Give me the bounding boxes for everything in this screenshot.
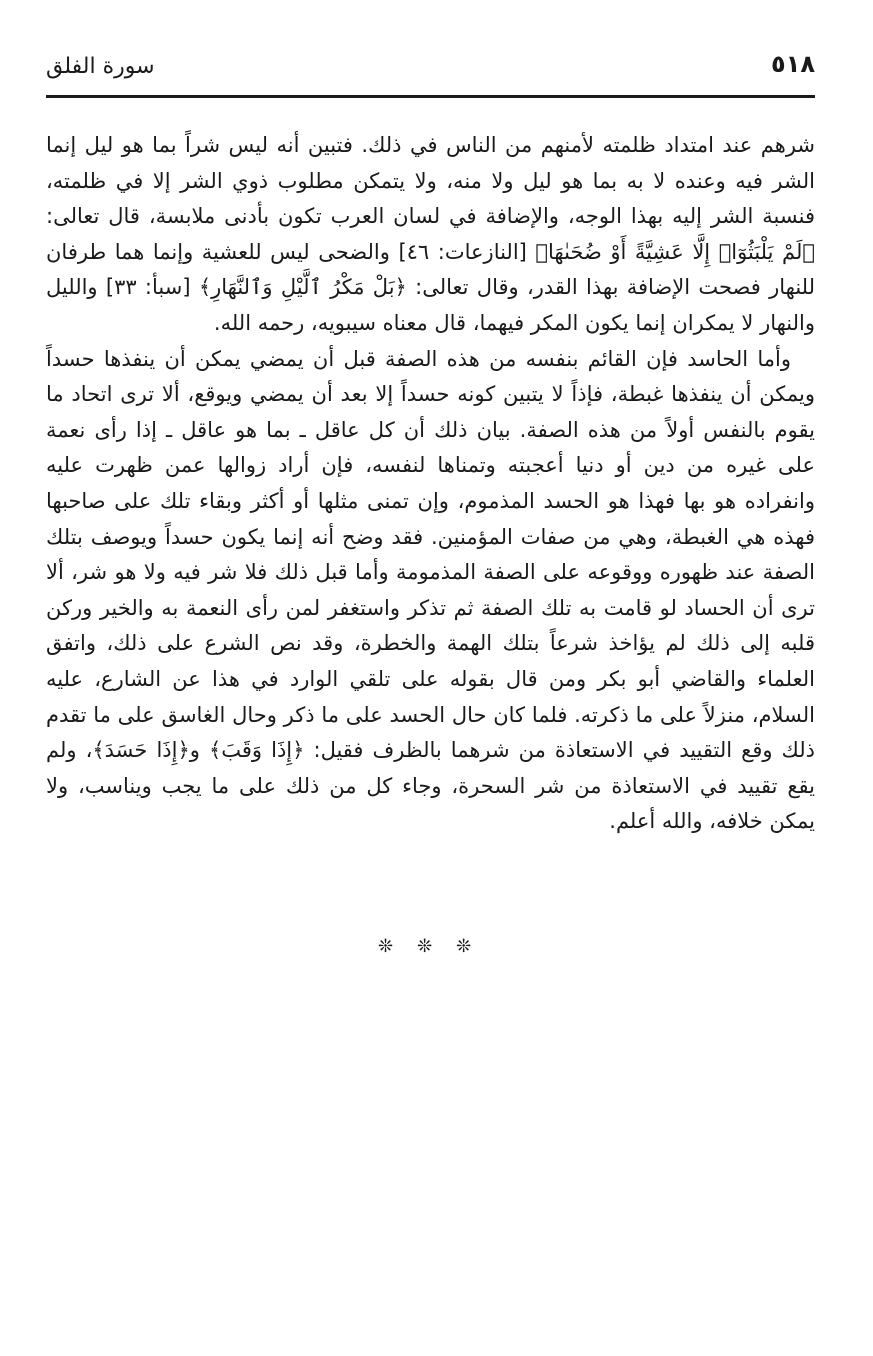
header-divider bbox=[46, 95, 815, 98]
separator-star-icon: ❊ bbox=[456, 936, 496, 957]
running-title: سورة الفلق bbox=[46, 54, 155, 79]
page-header bbox=[46, 50, 815, 92]
body-text bbox=[46, 128, 815, 840]
paragraph-2: وأما الحاسد فإن القائم بنفسه من هذه الصفة قبل أن يمضي يمكن أن ينفذها حسداً ويمكن أن ينفذها غبطة، فإذاً لا يتبين كونه حسداً إلا بعد أن يمضي ويوقع، ألا ترى اتحاد ما يقوم بالنفس أولاً من هذه الصفة. بيان ذلك أن كل عاقل ـ بما هو عاقل ـ إذا رأى نعمة على غيره من دين أو دنيا أعجبته وتمناها لنفسه، فإن أراد زوالها عمن ظهرت عليه وانفراده هو بها فهذا هو الحسد المذموم، وإن تمنى مثلها أو أكثر وبقاء تلك على صاحبها فهذه هي الغبطة، وهي من صفات المؤمنين. فقد وضح أنه إنما يكون حسداً ويوصف بتلك الصفة عند ظهوره ووقوعه على الصفة المذمومة وأما قبل ذلك فلا شر فيه ولا هو شر، ألا ترى أن الحساد لو قامت به تلك الصفة ثم تذكر واستغفر لمن رأى النعمة به والخير وركن قلبه إلى ذلك لم يؤاخذ شرعاً بتلك الهمة والخطرة، وقد نص الشرع على ذلك، واتفق العلماء والقاضي أبو بكر ومن قال بقوله على تلقي الوارد في هذا عن الشارع، عليه السلام، منزلاً على ما ذكرته. فلما كان حال الحسد على ما ذكر وحال الغاسق على ما تقدم ذلك وقع التقييد في الاستعاذة من شرهما بالظرف فقيل: ﴿إِذَا وَقَبَ﴾ و﴿إِذَا حَسَدَ﴾، ولم يقع تقييد في الاستعاذة من شر السحرة، وجاء كل من ذلك على ما يجب ويناسب، ولا يمكن خلافه، والله أعلم. bbox=[46, 346, 815, 834]
separator-star-icon: ❊ bbox=[377, 936, 417, 957]
separator-star-icon: ❊ bbox=[416, 936, 457, 957]
page-number: ٥١٨ bbox=[771, 50, 815, 78]
paragraph-1: شرهم عند امتداد ظلمته لأمنهم من الناس في ذلك. فتبين أنه ليس شراً بما هو ليل إنما الشر فيه وعنده لا به بما هو ليل ولا منه، ولا يتمكن مطلوب ذوي الشر إلا في ظلمته، فنسبة الشر إليه بهذا الوجه، والإضافة في لسان العرب تكون بأدنى ملابسة، قال تعالى: ﴿لَمْ يَلْبَثُوٓا۟ إِلَّا عَشِيَّةً أَوْ ضُحَىٰهَا﴾ [النازعات: ٤٦] والضحى ليس للعشية وإنما هما طرفان للنهار فصحت الإضافة بهذا القدر، وقال تعالى: ﴿بَلْ مَكْرُ ٱلَّيْلِ وَٱلنَّهَارِ﴾ [سبأ: ٣٣] والليل والنهار لا يمكران إنما يكون المكر فيهما، قال معناه سيبويه، رحمه الله. bbox=[46, 133, 815, 335]
section-separator bbox=[0, 936, 873, 957]
